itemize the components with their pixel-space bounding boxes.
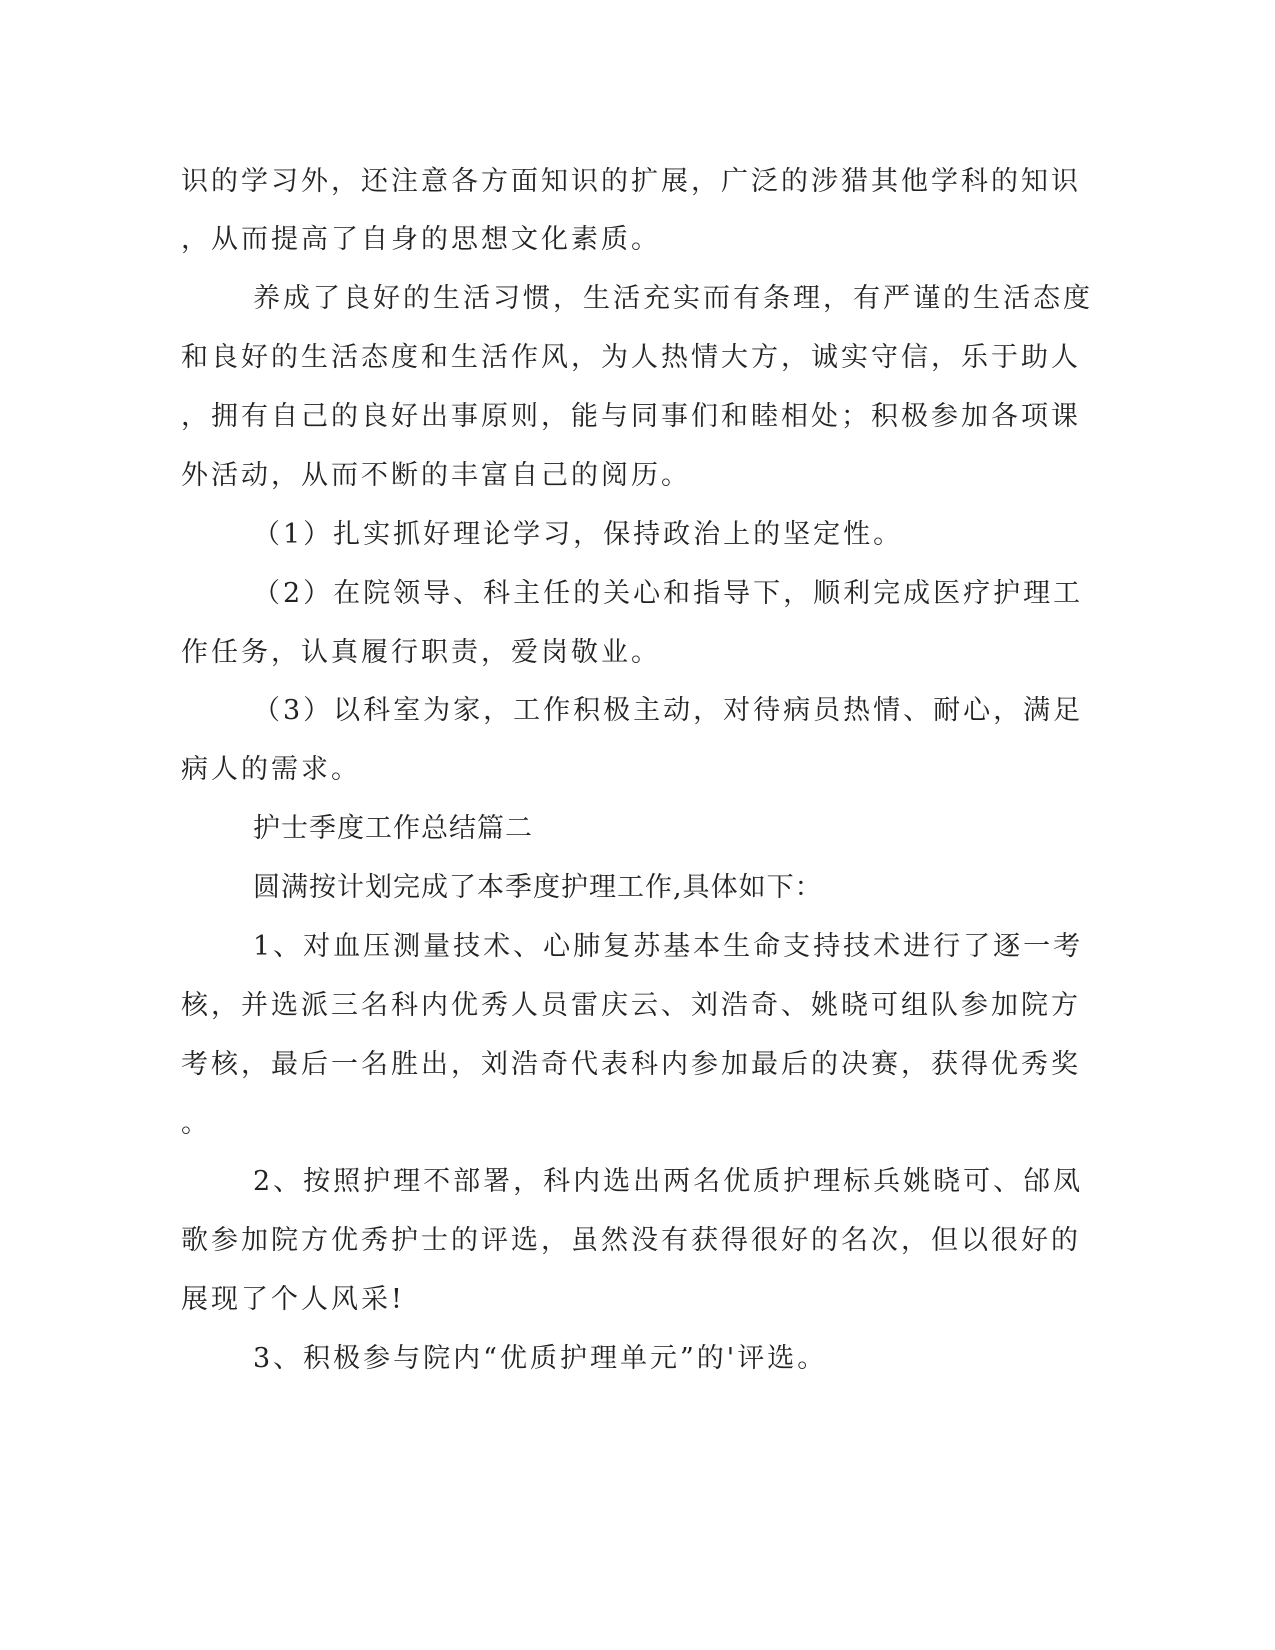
text-line: 病人的需求。 [181,754,361,785]
text-line: 展现了个人风采! [181,1284,405,1315]
text-line: （3）以科室为家，工作积极主动，对待病员热情、耐心，满足 [253,695,1084,726]
text-line: 圆满按计划完成了本季度护理工作,具体如下： [253,872,823,903]
text-line: 识的学习外，还注意各方面知识的扩展，广泛的涉猎其他学科的知识 [181,166,1081,197]
text-line: ，从而提高了自身的思想文化素质。 [181,224,661,255]
text-line: 外活动，从而不断的丰富自己的阅历。 [181,460,691,491]
text-line: 1、对血压测量技术、心肺复苏基本生命支持技术进行了逐一考 [253,931,1084,962]
text-line: 考核，最后一名胜出，刘浩奇代表科内参加最后的决赛，获得优秀奖 [181,1049,1081,1080]
text-line: 养成了良好的生活习惯，生活充实而有条理，有严谨的生活态度 [253,283,1093,314]
text-line: 和良好的生活态度和生活作风，为人热情大方，诚实守信，乐于助人 [181,342,1081,373]
text-line: 核，并选派三名科内优秀人员雷庆云、刘浩奇、姚晓可组队参加院方 [181,990,1081,1021]
text-line: 3、积极参与院内“优质护理单元”的'评选。 [253,1343,828,1374]
text-line: （1）扎实抓好理论学习，保持政治上的坚定性。 [253,519,904,550]
text-line: ，拥有自己的良好出事原则，能与同事们和睦相处；积极参加各项课 [181,401,1081,432]
text-line: （2）在院领导、科主任的关心和指导下，顺利完成医疗护理工 [253,578,1084,609]
text-line: 作任务，认真履行职责，爱岗敬业。 [181,637,661,668]
section-heading: 护士季度工作总结篇二 [253,813,533,844]
text-line: 歌参加院方优秀护士的评选，虽然没有获得很好的名次，但以很好的 [181,1225,1081,1256]
text-line: 。 [181,1108,211,1139]
text-line: 2、按照护理不部署，科内选出两名优质护理标兵姚晓可、邰凤 [253,1166,1084,1197]
